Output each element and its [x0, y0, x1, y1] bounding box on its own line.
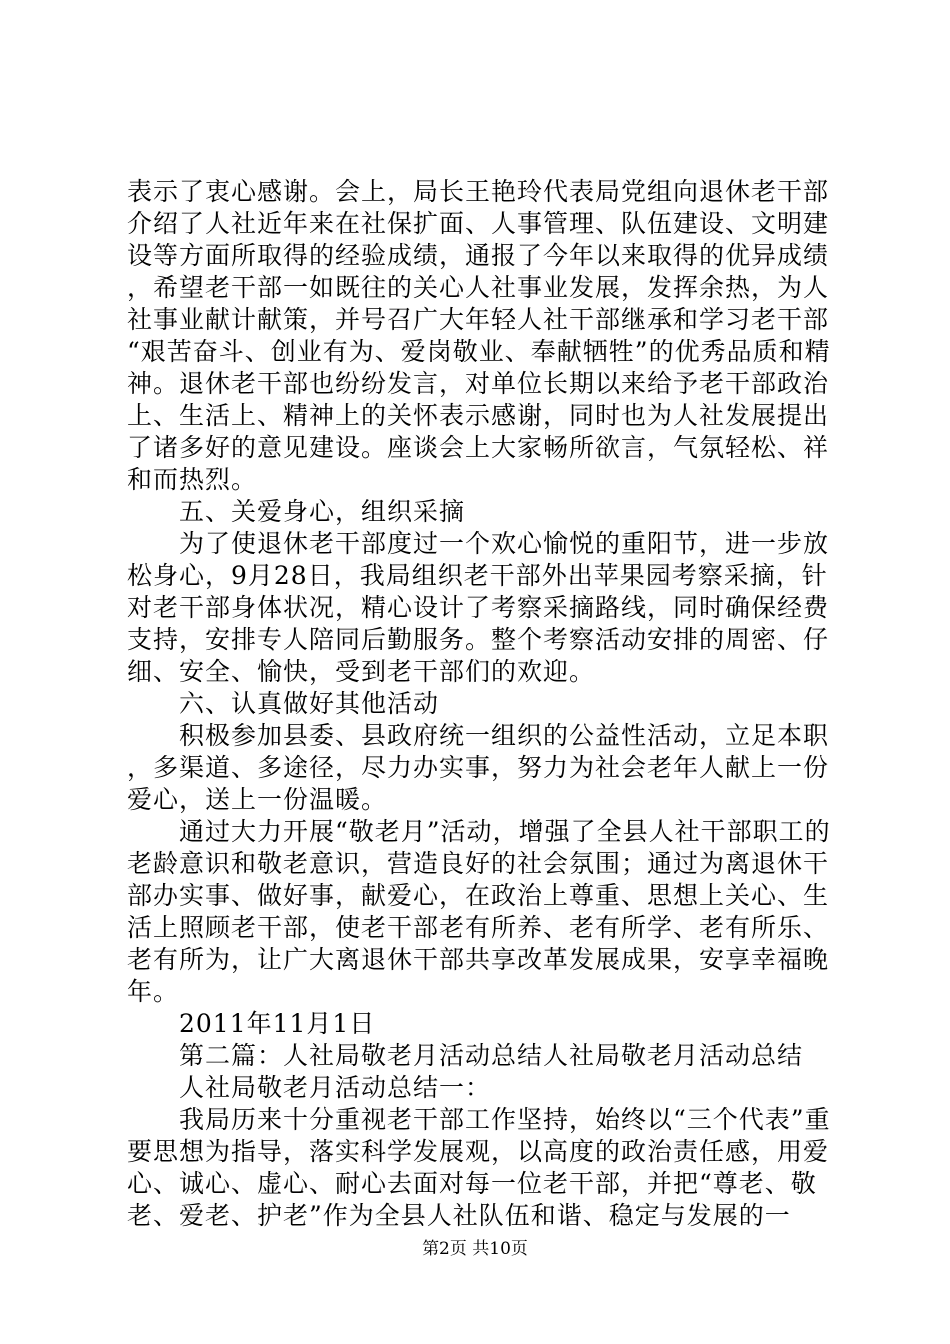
paragraph-public-welfare: 积极参加县委、县政府统一组织的公益性活动，立足本职，多渠道、多途径，尽力办实事，努力为社会老年人献上一份爱心，送上一份温暖。	[127, 721, 830, 814]
paragraph-summary: 通过大力开展“敬老月”活动，增强了全县人社干部职工的老龄意识和敬老意识，营造良好的社会氛围；通过为离退休干部办实事、做好事，献爱心，在政治上尊重、思想上关心、生活上照顾老干部，使老干部老有所养、老有所学、老有所乐、老有所为，让广大离退休干部共享改革发展成果，安享幸福晚年。	[127, 817, 831, 1006]
document-body	[127, 176, 839, 1232]
section-heading-six: 六、认真做好其他活动	[179, 689, 440, 718]
page-number-footer: 第2页 共10页	[422, 1239, 528, 1259]
paragraph-second-article-intro: 我局历来十分重视老干部工作坚持，始终以“三个代表”重要思想为指导，落实科学发展观，以高度的政治责任感，用爱心、诚心、虚心、耐心去面对每一位老干部，并把“尊老、敬老、爱老、护老”作为全县人社队伍和谐、稳定与发展的一	[127, 1105, 831, 1230]
second-article-subtitle: 人社局敬老月活动总结一：	[179, 1073, 492, 1102]
second-article-title: 第二篇：人社局敬老月活动总结人社局敬老月活动总结	[179, 1041, 804, 1070]
paragraph-continuation: 表示了衷心感谢。会上，局长王艳玲代表局党组向退休老干部介绍了人社近年来在社保扩面、人事管理、队伍建设、文明建设等方面所取得的经验成绩，通报了今年以来取得的优异成绩，希望老干部一如既往的关心人社事业发展，发挥余热，为人社事业献计献策，并号召广大年轻人社干部继承和学习老干部“艰苦奋斗、创业有为、爱岗敬业、奉献牺牲”的优秀品质和精神。退休老干部也纷纷发言，对单位长期以来给予老干部政治上、生活上、精神上的关怀表示感谢，同时也为人社发展提出了诸多好的意见建设。座谈会上大家畅所欲言，气氛轻松、祥和而热烈。	[127, 177, 831, 494]
paragraph-apple-picking: 为了使退休老干部度过一个欢心愉悦的重阳节，进一步放松身心，9月28日，我局组织老干部外出苹果园考察采摘，针对老干部身体状况，精心设计了考察采摘路线，同时确保经费支持，安排专人陪同后勤服务。整个考察活动安排的周密、仔细、安全、愉快，受到老干部们的欢迎。	[127, 529, 830, 686]
section-heading-five: 五、关爱身心，组织采摘	[179, 497, 466, 526]
document-date: 2011年11月1日	[179, 1009, 376, 1038]
